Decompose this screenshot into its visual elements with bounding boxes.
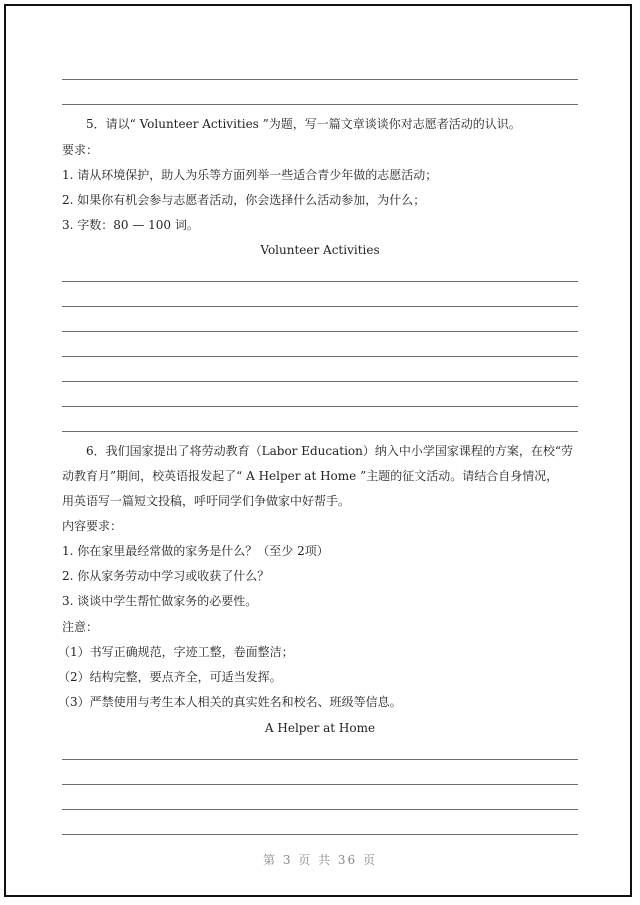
q6-essay-title: A Helper at Home: [264, 721, 376, 735]
q5-requirement-2: 2. 如果你有机会参与志愿者活动，你会选择什么活动参加，为什么；: [62, 193, 426, 207]
answer-line: [62, 331, 578, 332]
q6-prompt-line-1: 6．我们国家提出了将劳动教育（Labor Education）纳入中小学国家课程的方案，在校“劳: [86, 444, 574, 458]
answer-line: [62, 306, 578, 307]
q6-content-item-1: 1. 你在家里最经常做的家务是什么？（至少 2项）: [62, 544, 329, 558]
page-number: 第 3 页 共 36 页: [263, 853, 377, 867]
answer-line: [62, 356, 578, 357]
q6-notes-label: 注意：: [62, 620, 99, 634]
q6-note-3: （3）严禁使用与考生本人相关的真实姓名和校名、班级等信息。: [58, 695, 402, 709]
answer-line: [62, 79, 578, 80]
answer-line: [62, 759, 578, 760]
q6-prompt-line-3: 用英语写一篇短文投稿，呼吁同学们争做家中好帮手。: [62, 494, 351, 508]
answer-line: [62, 281, 578, 282]
answer-line: [62, 834, 578, 835]
q6-prompt-line-2: 动教育月”期间，校英语报发起了“ A Helper at Home ”主题的征文活动。请结合自身情况，: [62, 469, 559, 483]
q6-content-item-3: 3. 谈谈中学生帮忙做家务的必要性。: [62, 594, 258, 608]
answer-line: [62, 381, 578, 382]
q5-requirement-1: 1. 请从环境保护，助人为乐等方面列举一些适合青少年做的志愿活动；: [62, 168, 438, 182]
q5-requirements-label: 要求：: [62, 143, 99, 157]
q5-requirement-3: 3. 字数：80 — 100 词。: [62, 218, 199, 232]
answer-line: [62, 784, 578, 785]
answer-line: [62, 406, 578, 407]
q5-prompt: 5．请以“ Volunteer Activities ”为题，写一篇文章谈谈你对志愿者活动的认识。: [86, 117, 521, 131]
q6-content-item-2: 2. 你从家务劳动中学习或收获了什么？: [62, 569, 270, 583]
answer-line: [62, 431, 578, 432]
answer-line: [62, 104, 578, 105]
q5-essay-title: Volunteer Activities: [260, 243, 380, 257]
q6-note-2: （2）结构完整，要点齐全，可适当发挥。: [58, 670, 282, 684]
q6-content-label: 内容要求：: [62, 519, 123, 533]
answer-line: [62, 809, 578, 810]
q6-note-1: （1）书写正确规范，字迹工整，卷面整洁；: [58, 645, 294, 659]
